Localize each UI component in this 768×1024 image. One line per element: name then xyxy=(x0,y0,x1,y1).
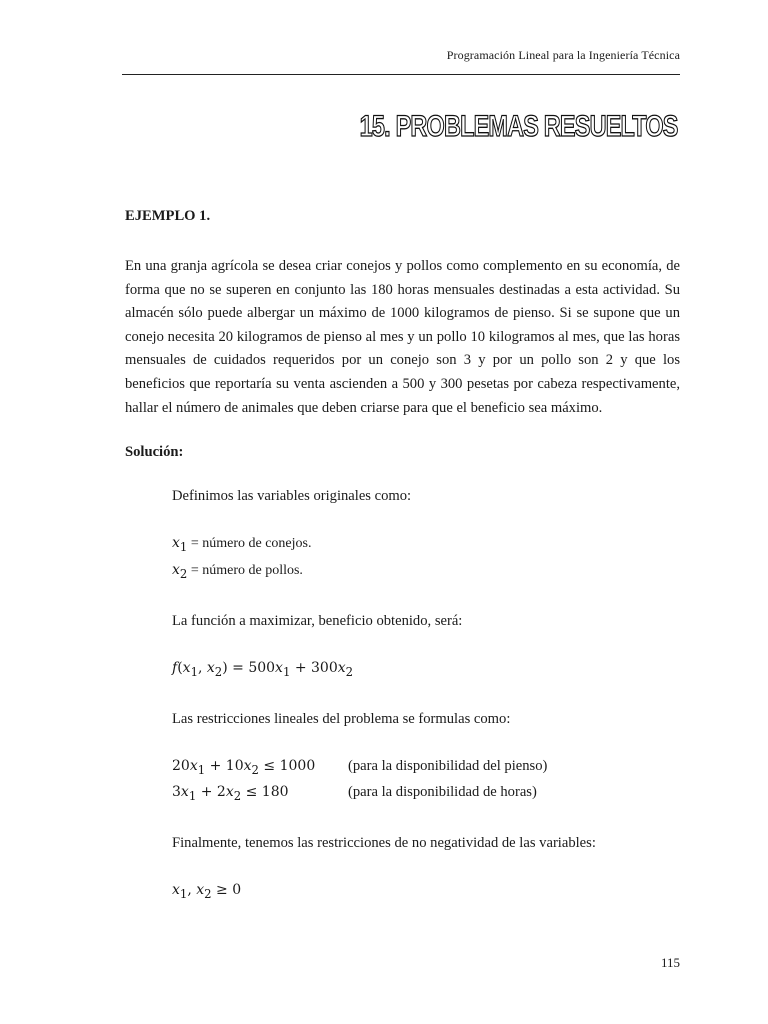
var2-sub: 2 xyxy=(179,566,188,581)
c1-op: ≤ xyxy=(263,757,276,774)
example-heading: EJEMPLO 1. xyxy=(125,208,211,224)
constraint-1 xyxy=(172,755,680,782)
c1-x2: x xyxy=(243,757,252,774)
c2-coef1: 3 xyxy=(172,784,181,801)
content xyxy=(125,208,680,906)
c2-x1: x xyxy=(180,784,189,801)
var2-line xyxy=(172,559,680,586)
vars-intro: Definimos las variables originales como: xyxy=(172,488,412,505)
problem-statement: En una granja agrícola se desea criar conejos y pollos como complemento en su economía, de forma que no se superen en conjunto las 180 horas mensuales destinadas a esta actividad. Su almacén sólo puede albergar un máximo de 1000 kilogramos de pienso. Si se supone que un conejo necesita 20 kilogramos de pienso al mes y un pollo 10 kilogramos al mes, que las horas mensuales de cuidados requeridos por un conejo son 3 y por un pollo son 2 y que los beneficios que reportaría su venta ascienden a 500 y 300 pesetas por cabeza respectivamente, hallar el número de animales que deben criarse para que el beneficio sea máximo. xyxy=(125,258,680,416)
solution-heading: Solución: xyxy=(125,444,184,461)
constraints-intro: Las restricciones lineales del problema se formulas como: xyxy=(172,710,511,727)
nn-x2-sub: 2 xyxy=(204,886,212,901)
c2-rhs: 180 xyxy=(261,784,289,801)
objective-rhs-x1-sub: 1 xyxy=(282,664,291,679)
var2-symbol: x xyxy=(172,561,180,578)
nn-x1: x xyxy=(172,882,180,899)
c2-x2: x xyxy=(225,784,234,801)
constraint-2 xyxy=(172,781,680,808)
objective-coef2: 300 xyxy=(311,659,338,676)
var1-text: = número de conejos. xyxy=(187,536,312,552)
c1-x1-sub: 1 xyxy=(197,762,206,777)
objective-coef1: 500 xyxy=(248,659,276,676)
objective-rhs-x2: x xyxy=(337,659,346,676)
solution-body xyxy=(172,485,680,906)
c1-x1: x xyxy=(189,757,198,774)
objective-f: f xyxy=(172,659,178,676)
objective-x2-sub: 2 xyxy=(214,664,223,679)
nonneg-intro: Finalmente, tenemos las restricciones de no negatividad de las variables: xyxy=(172,835,596,852)
constraint-2-note: (para la disponibilidad de horas) xyxy=(348,784,537,801)
c2-coef2: 2 xyxy=(216,784,226,801)
c1-coef2: 10 xyxy=(225,757,244,774)
c1-x2-sub: 2 xyxy=(251,762,259,777)
chapter-title: 15. PROBLEMAS RESUELTOS xyxy=(360,110,678,143)
var1-sub: 1 xyxy=(179,539,188,554)
constraint-2-expression: $3x_1 + 2x_2 \le 180$ xyxy=(172,784,289,804)
c1-rhs: 1000 xyxy=(279,757,316,774)
running-header: Programación Lineal para la Ingeniería Técnica xyxy=(446,48,680,62)
page-number: 115 xyxy=(660,955,680,970)
nn-rhs: 0 xyxy=(232,882,242,899)
objective-rhs-x1: x xyxy=(275,659,283,676)
objective-x1: x xyxy=(182,659,191,676)
c2-x2-sub: 2 xyxy=(233,789,242,804)
header-rule xyxy=(122,74,680,75)
variable-definitions xyxy=(172,532,680,586)
c2-op: ≤ xyxy=(245,784,258,801)
c2-x1-sub: 1 xyxy=(188,789,197,804)
constraint-1-expression: $20x_1 + 10x_2 \le 1000$ xyxy=(172,757,316,777)
objective-x2: x xyxy=(206,659,215,676)
var1-line xyxy=(172,532,680,559)
objective-intro: La función a maximizar, beneficio obtenido, será: xyxy=(172,612,463,629)
nn-x1-sub: 1 xyxy=(179,886,188,901)
var2-text: = número de pollos. xyxy=(187,562,303,578)
constraints xyxy=(172,755,680,809)
objective-rhs-x2-sub: 2 xyxy=(345,664,354,679)
constraint-1-note: (para la disponibilidad del pienso) xyxy=(348,757,548,774)
objective-function: $f(x_1$, $x_2) = 500x_1 + 300x_2$ xyxy=(172,659,354,679)
objective-x1-sub: 1 xyxy=(190,664,198,679)
nn-x2: x xyxy=(196,882,205,899)
nn-op: ≥ xyxy=(216,882,228,899)
var1-symbol: x xyxy=(172,535,180,552)
c1-coef1: 20 xyxy=(172,757,190,774)
nonneg-constraint: $x_1$, $x_2 \ge 0$ xyxy=(172,882,242,901)
